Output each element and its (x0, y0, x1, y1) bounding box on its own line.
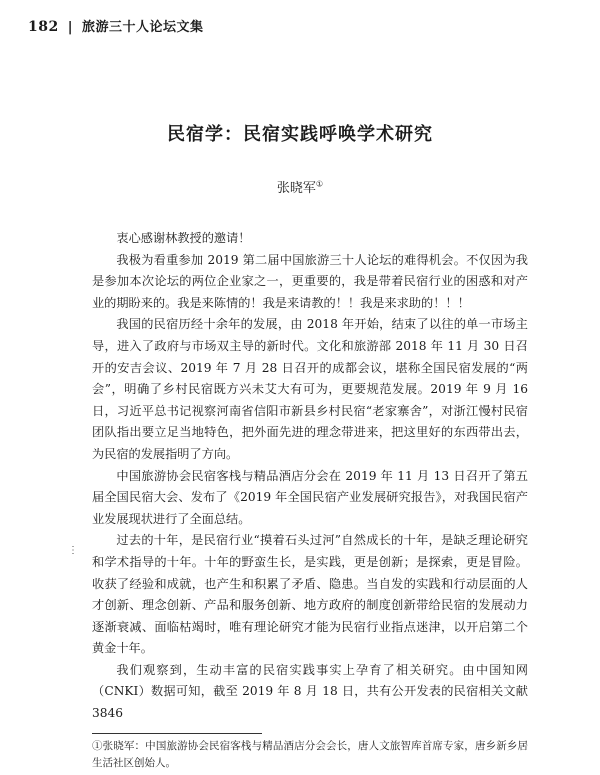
paragraph: 我国的民宿历经十余年的发展，由 2018 年开始，结束了以往的单一市场主导，进入了政府与市场双主导的新时代。文化和旅游部 2018 年 11 月 30 日召开的安吉会议、2019 年 7 月 28 日召开的成都会议，堪称全国民宿发展的“两会”，明确了乡村民宿既方兴未艾大有可为，更要规范发展。2019 年 9 月 16 日，习近平总书记视察河南省信阳市新县乡村民宿“老家寨舍”，对浙江慢村民宿团队指出要立足当地特色，把外面先进的理念带进来，把这里好的东西带出去，为民宿的发展指明了方向。 (92, 317, 528, 461)
running-header (28, 16, 204, 35)
page-number: 182 (28, 19, 59, 35)
paragraph: 衷心感谢林教授的邀请！ (116, 231, 251, 245)
footnote-rule (92, 733, 262, 734)
footnote: ①张晓军：中国旅游协会民宿客栈与精品酒店分会会长，唐人文旅智库首席专家，唐乡新乡居生活社区创始人。 (92, 740, 528, 769)
article-body (92, 228, 528, 725)
paragraph: 过去的十年，是民宿行业“摸着石头过河”自然成长的十年，是缺乏理论研究和学术指导的十年。十年的野蛮生长，是实践，更是创新；是探索，更是冒险。收获了经验和成就，也产生和积累了矛盾、隐患。当自发的实践和行动层面的人才创新、理念创新、产品和服务创新、地方政府的制度创新带给民宿的发展动力逐渐衰减、面临枯竭时，唯有理论研究才能为民宿行业指点迷津，以开启第二个黄金十年。 (92, 533, 528, 656)
author-name: 张晓军 (276, 181, 316, 196)
author-line (0, 177, 600, 196)
margin-mark: ⋮ (68, 545, 78, 556)
book-title: 旅游三十人论坛文集 (82, 20, 204, 35)
article-title: 民宿学：民宿实践呼唤学术研究 (167, 124, 433, 145)
author-footnote-mark: ① (315, 179, 324, 189)
paragraph: 我极为看重参加 2019 第二届中国旅游三十人论坛的难得机会。不仅因为我是参加本次论坛的两位企业家之一，更重要的，我是带着民宿行业的困惑和对产业的期盼来的。我是来陈情的！我是来请教的！！我是来求助的！！！ (92, 252, 528, 310)
paragraph: 我们观察到，生动丰富的民宿实践事实上孕育了相关研究。由中国知网（CNKI）数据可知，截至 2019 年 8 月 18 日，共有公开发表的民宿相关文献 3846 (92, 662, 528, 721)
paragraph: 中国旅游协会民宿客栈与精品酒店分会在 2019 年 11 月 13 日召开了第五届全国民宿大会、发布了《2019 年全国民宿产业发展研究报告》，对我国民宿产业发展现状进行了全面总结。 (92, 468, 528, 526)
header-separator: | (67, 20, 74, 35)
